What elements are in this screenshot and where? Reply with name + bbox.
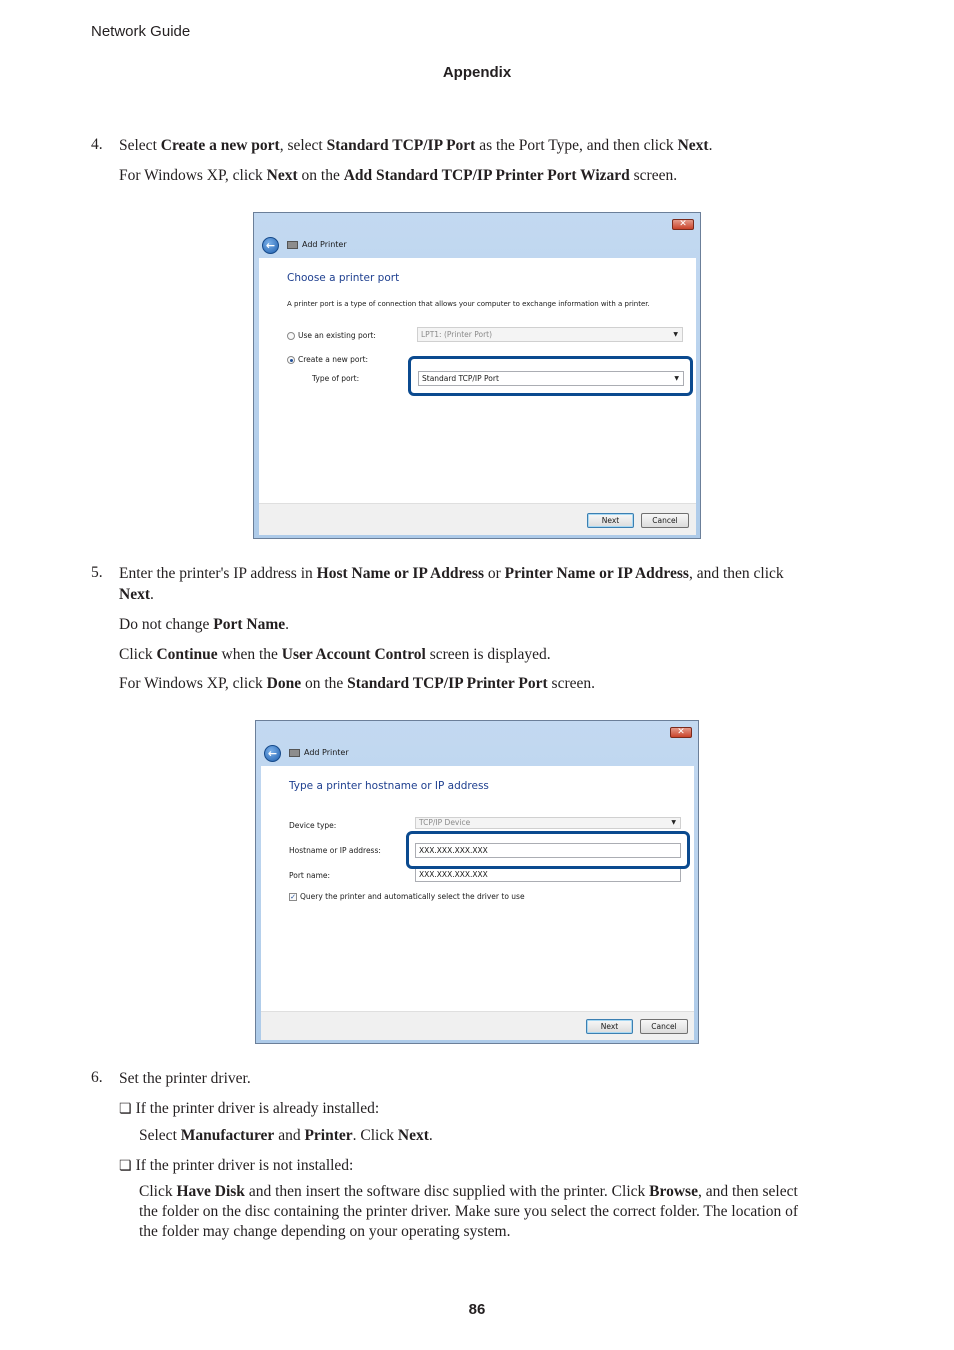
checkbox-bullet-icon: ❏ (119, 1159, 132, 1174)
text-run: Do not change (119, 616, 214, 633)
text-run: on the (297, 167, 344, 184)
bold-term: Add Standard TCP/IP Printer Port Wizard (343, 167, 630, 184)
step4-instruction (119, 136, 712, 156)
bold-term: Manufacturer (180, 1127, 275, 1144)
text-run: For Windows XP, click (119, 167, 267, 184)
text-run: . (708, 137, 713, 154)
text-run: on the (301, 675, 348, 692)
back-arrow-icon[interactable]: ← (264, 745, 281, 762)
wizard-footer (259, 503, 696, 535)
highlight-frame (406, 831, 690, 869)
bold-term: Next (266, 167, 298, 184)
text-run: and then insert the software disc supplied with the printer. Click (244, 1183, 650, 1200)
bold-term: Next (397, 1127, 429, 1144)
window-title: Add Printer (302, 240, 347, 249)
printer-icon (287, 241, 298, 249)
text-run: If the printer driver is already installed: (135, 1100, 380, 1117)
bullet-driver-installed-detail (139, 1126, 433, 1146)
step-number-5: 5. (91, 564, 103, 581)
text-run: screen. (547, 675, 595, 692)
bullet-driver-not-installed (119, 1156, 353, 1177)
cancel-button[interactable]: Cancel (641, 513, 689, 528)
text-run: as the Port Type, and then click (475, 137, 678, 154)
hostname-input[interactable]: XXX.XXX.XXX.XXX (415, 843, 681, 858)
text-run: the folder on the disc containing the printer driver. Make sure you select the correct folder. The location of (139, 1203, 799, 1220)
bullet-driver-not-installed-detail-3 (139, 1222, 510, 1242)
back-arrow-icon[interactable]: ← (262, 237, 279, 254)
printer-icon (289, 749, 300, 757)
bold-term: Browse (649, 1183, 698, 1200)
chevron-down-icon: ▼ (673, 331, 678, 338)
text-run: Click (119, 646, 157, 663)
wizard-heading: Choose a printer port (287, 272, 400, 284)
bullet-driver-not-installed-detail-1 (139, 1182, 798, 1202)
text-run: the folder may change depending on your operating system. (139, 1223, 511, 1240)
text-run: and (274, 1127, 305, 1144)
query-printer-checkbox[interactable]: ✓ (290, 893, 296, 901)
text-run: If the printer driver is not installed: (135, 1157, 354, 1174)
hostname-label: Hostname or IP address: (289, 846, 381, 855)
page-number: 86 (468, 1301, 486, 1318)
close-icon[interactable]: ✕ (672, 219, 694, 230)
step-number-6: 6. (91, 1069, 103, 1086)
text-run: Set the printer driver. (119, 1070, 251, 1087)
text-run: . Click (352, 1127, 398, 1144)
text-run: For Windows XP, click (119, 675, 267, 692)
text-run: . (150, 586, 154, 603)
step5-instruction-cont (119, 585, 154, 605)
device-type-value: TCP/IP Device (419, 818, 471, 827)
bullet-driver-not-installed-detail-2 (139, 1202, 798, 1222)
close-icon[interactable]: ✕ (670, 727, 692, 738)
step-number-4: 4. (91, 136, 103, 153)
text-run: , and then select (697, 1183, 798, 1200)
wizard-description: A printer port is a type of connection that allows your computer to exchange information with a printer. (287, 300, 650, 308)
step5-uac-note (119, 645, 551, 665)
use-existing-port-radio[interactable] (287, 332, 295, 340)
bullet-driver-installed (119, 1099, 379, 1120)
text-run: Enter the printer's IP address in (119, 565, 317, 582)
text-run: Select (119, 137, 161, 154)
device-type-select[interactable] (415, 817, 681, 829)
chevron-down-icon: ▼ (674, 375, 679, 382)
step5-instruction (119, 564, 784, 584)
bold-term: Host Name or IP Address (316, 565, 484, 582)
type-of-port-label: Type of port: (312, 374, 360, 383)
wizard-content (261, 766, 694, 1011)
port-name-input[interactable]: XXX.XXX.XXX.XXX (415, 867, 681, 882)
device-type-label: Device type: (289, 821, 337, 830)
bold-term: Done (266, 675, 302, 692)
step5-port-name-note (119, 615, 289, 635)
create-new-port-radio[interactable] (287, 356, 295, 364)
text-run: screen. (629, 167, 678, 184)
bold-term: Standard TCP/IP Printer Port (347, 675, 548, 692)
bold-term: Continue (156, 646, 218, 663)
existing-port-value: LPT1: (Printer Port) (421, 330, 493, 339)
bold-term: Printer (304, 1127, 353, 1144)
bold-term: Have Disk (176, 1183, 245, 1200)
query-printer-label: Query the printer and automatically select the driver to use (300, 892, 525, 901)
bullet-driver-not-installed-text (136, 1157, 354, 1174)
step4-xp-note (119, 166, 677, 186)
add-printer-window-hostname (255, 720, 699, 1044)
next-button[interactable]: Next (587, 513, 634, 528)
text-run: . (428, 1127, 433, 1144)
wizard-footer (261, 1011, 694, 1040)
type-of-port-value: Standard TCP/IP Port (422, 374, 499, 383)
window-title: Add Printer (304, 748, 349, 757)
bold-term: Next (119, 586, 150, 603)
text-run: , select (279, 137, 327, 154)
text-run: when the (217, 646, 282, 663)
bold-term: User Account Control (281, 646, 426, 663)
use-existing-port-label: Use an existing port: (298, 331, 376, 340)
bold-term: Port Name (213, 616, 286, 633)
existing-port-select[interactable] (417, 327, 683, 342)
bullet-driver-installed-text (136, 1100, 380, 1117)
step6-instruction (119, 1069, 251, 1089)
create-new-port-label: Create a new port: (298, 355, 369, 364)
guide-title: Network Guide (91, 23, 191, 40)
text-run: screen is displayed. (425, 646, 551, 663)
text-run: Select (139, 1127, 181, 1144)
highlight-frame (408, 356, 693, 396)
bold-term: Printer Name or IP Address (504, 565, 689, 582)
checkbox-bullet-icon: ❏ (119, 1102, 132, 1117)
cancel-button[interactable]: Cancel (640, 1019, 688, 1034)
text-run: Click (139, 1183, 177, 1200)
bold-term: Create a new port (160, 137, 280, 154)
port-name-label: Port name: (289, 871, 331, 880)
text-run: or (484, 565, 505, 582)
bold-term: Next (677, 137, 709, 154)
text-run: , and then click (688, 565, 784, 582)
step5-xp-note (119, 674, 595, 694)
add-printer-window-port (253, 212, 701, 539)
wizard-heading: Type a printer hostname or IP address (289, 780, 489, 792)
bold-term: Standard TCP/IP Port (326, 137, 476, 154)
chevron-down-icon: ▼ (671, 819, 676, 826)
text-run: . (285, 616, 290, 633)
next-button[interactable]: Next (586, 1019, 633, 1034)
section-title: Appendix (442, 64, 512, 81)
